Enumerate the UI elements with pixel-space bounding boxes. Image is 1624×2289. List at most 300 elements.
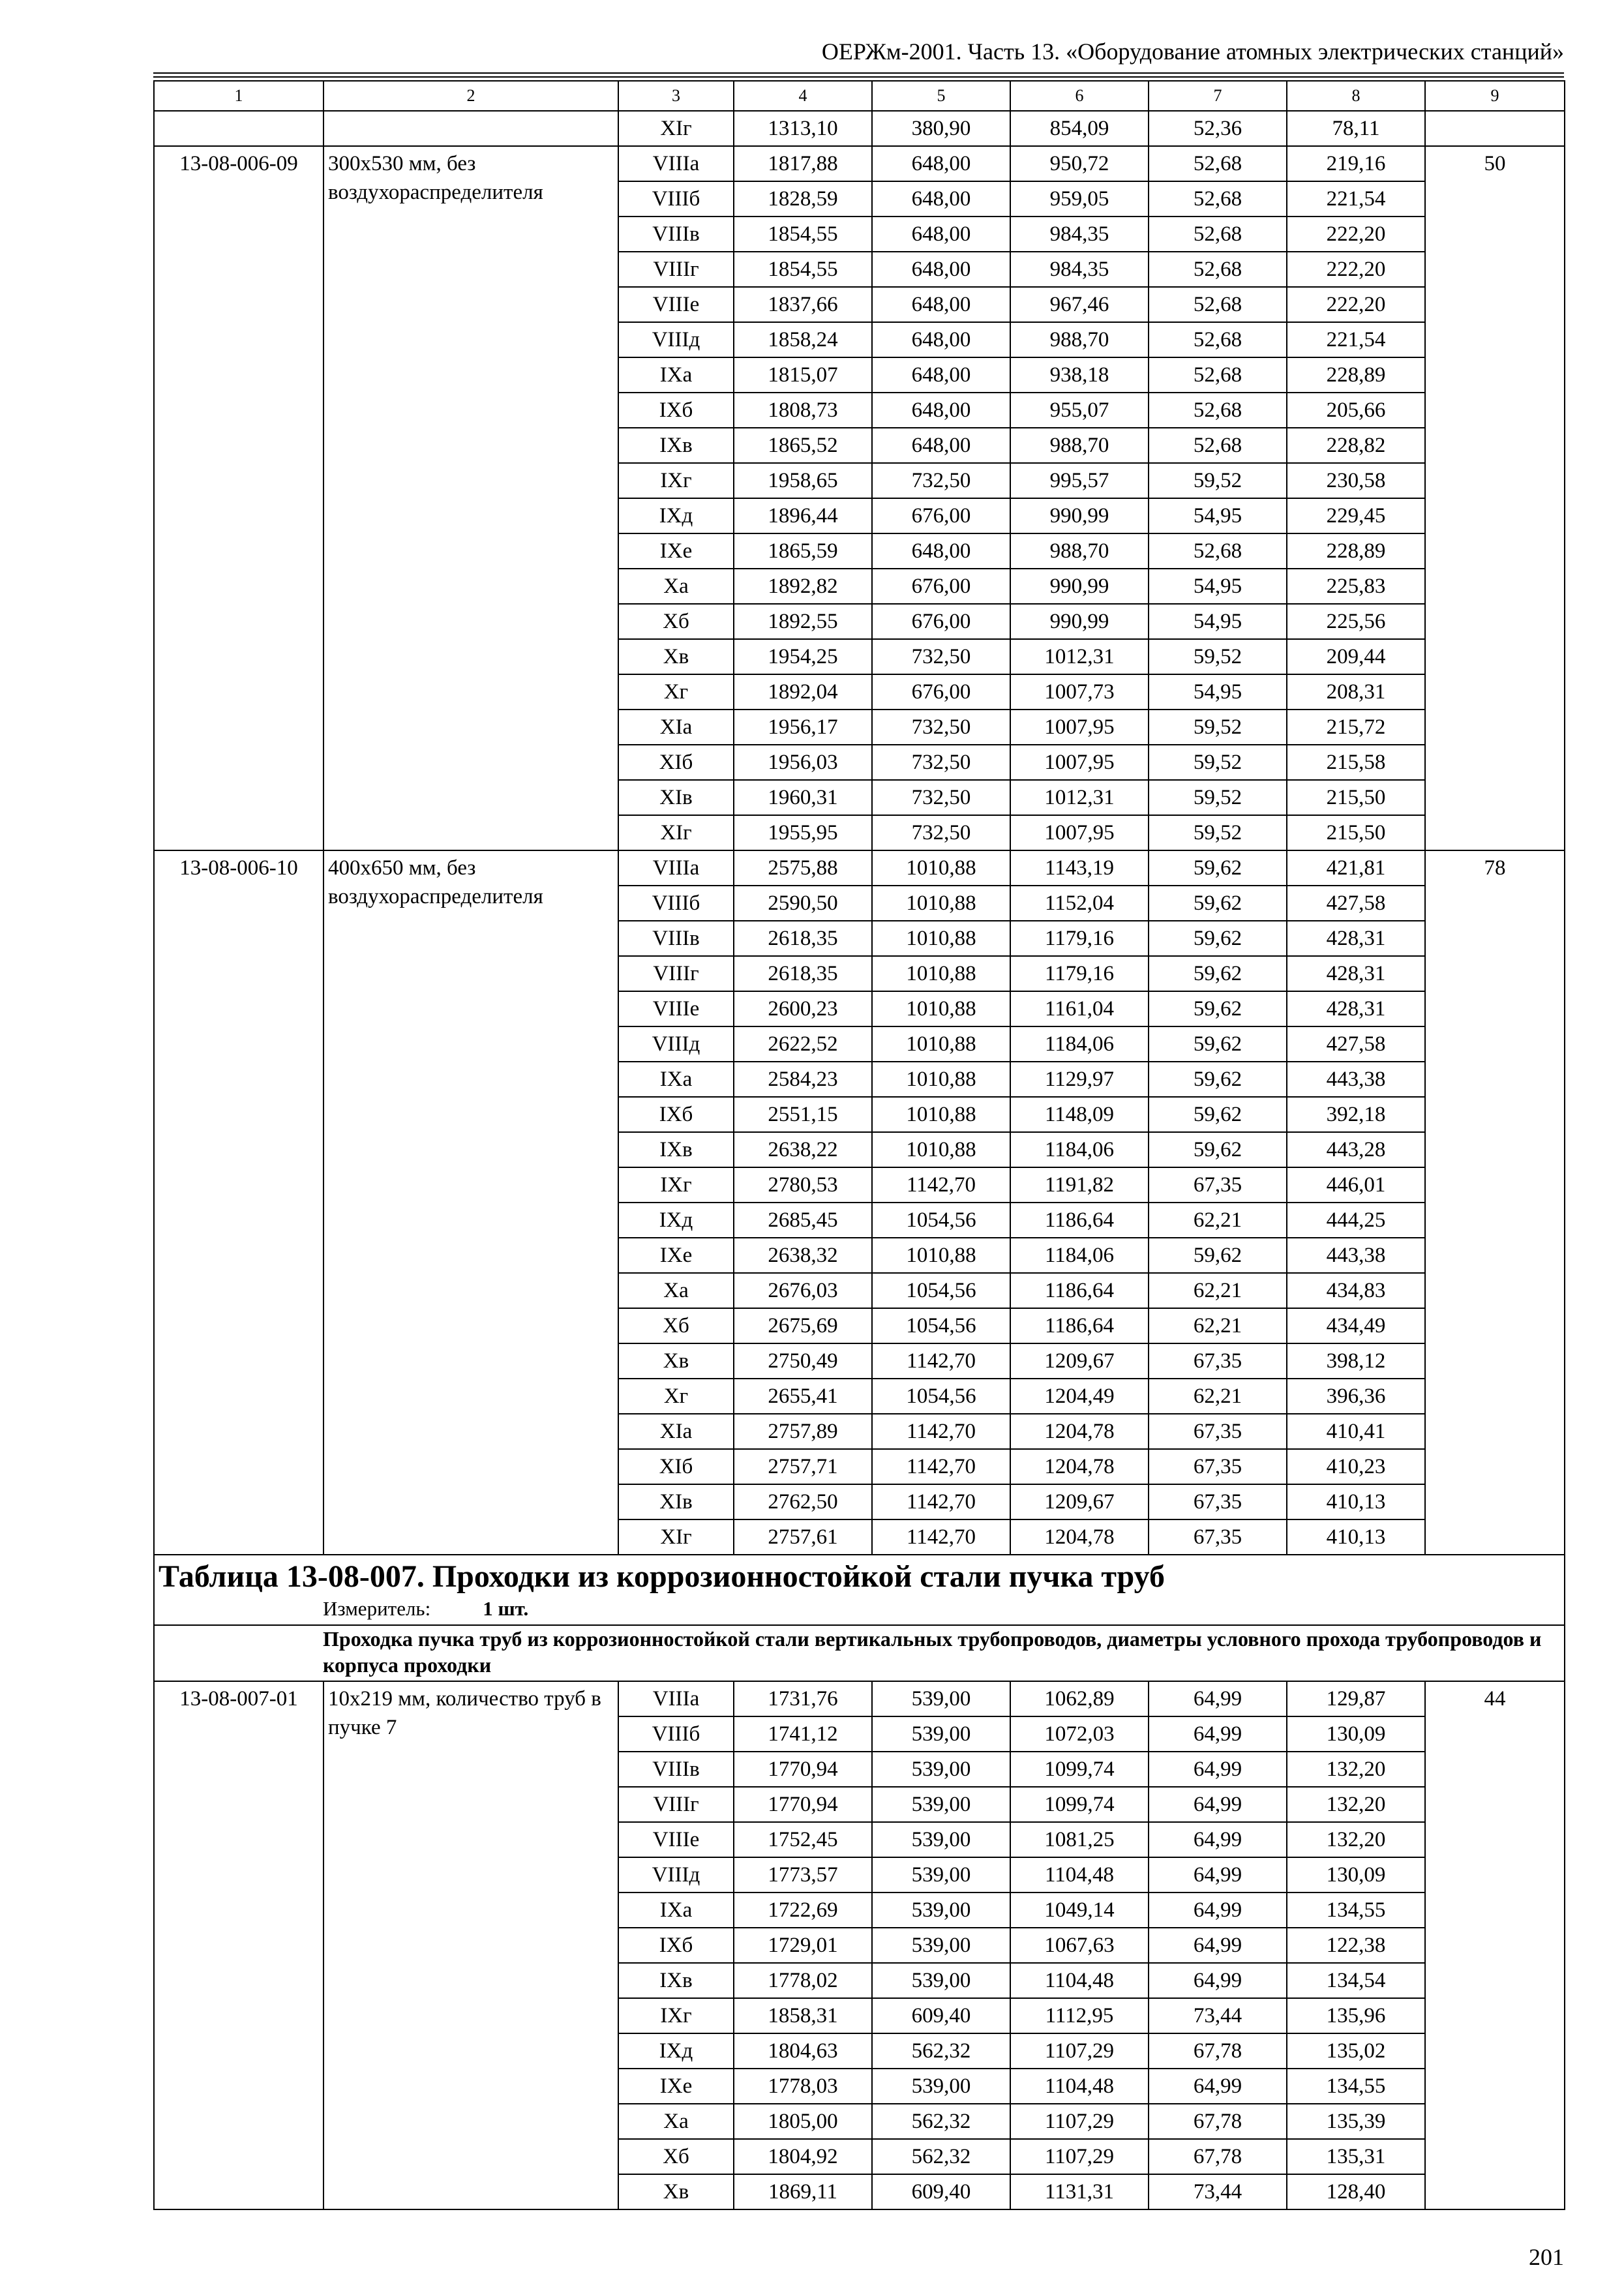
value-cell: 1858,31 xyxy=(734,1998,872,2033)
class-cell: VIIIб xyxy=(618,1716,734,1752)
class-cell: IXе xyxy=(618,1238,734,1273)
value-cell: 67,35 xyxy=(1149,1519,1287,1555)
value-cell: 52,68 xyxy=(1149,181,1287,217)
value-cell: 398,12 xyxy=(1287,1343,1425,1379)
value-cell: 132,20 xyxy=(1287,1787,1425,1822)
value-cell: 984,35 xyxy=(1010,252,1149,287)
class-cell: Xв xyxy=(618,1343,734,1379)
value-cell: 64,99 xyxy=(1149,1893,1287,1928)
value-cell: 64,99 xyxy=(1149,1857,1287,1893)
value-cell: 1186,64 xyxy=(1010,1273,1149,1308)
value-cell: 1062,89 xyxy=(1010,1681,1149,1716)
value-cell: 64,99 xyxy=(1149,1822,1287,1857)
value-cell: 64,99 xyxy=(1149,1787,1287,1822)
value-cell: 1012,31 xyxy=(1010,639,1149,674)
value-cell: 1081,25 xyxy=(1010,1822,1149,1857)
value-cell: 1773,57 xyxy=(734,1857,872,1893)
value-cell: 938,18 xyxy=(1010,357,1149,393)
value-cell: 2757,89 xyxy=(734,1414,872,1449)
value-cell: 1186,64 xyxy=(1010,1203,1149,1238)
value-cell: 73,44 xyxy=(1149,2174,1287,2209)
class-cell: VIIIб xyxy=(618,886,734,921)
value-cell: 1752,45 xyxy=(734,1822,872,1857)
value-cell: 59,62 xyxy=(1149,1238,1287,1273)
value-cell: 1010,88 xyxy=(872,1238,1010,1273)
value-cell: 2638,22 xyxy=(734,1132,872,1167)
value-cell: 539,00 xyxy=(872,1716,1010,1752)
value-cell: 1054,56 xyxy=(872,1273,1010,1308)
value-cell: 1107,29 xyxy=(1010,2104,1149,2139)
value-cell: 1054,56 xyxy=(872,1203,1010,1238)
class-cell: VIIIа xyxy=(618,850,734,886)
value-cell: 1104,48 xyxy=(1010,1857,1149,1893)
value-cell: 59,52 xyxy=(1149,745,1287,780)
value-cell: 2762,50 xyxy=(734,1484,872,1519)
value-cell: 410,13 xyxy=(1287,1519,1425,1555)
value-cell: 410,23 xyxy=(1287,1449,1425,1484)
value-cell: 52,68 xyxy=(1149,287,1287,322)
value-cell: 1107,29 xyxy=(1010,2139,1149,2174)
value-cell: 539,00 xyxy=(872,1681,1010,1716)
value-cell: 64,99 xyxy=(1149,1963,1287,1998)
meter-line xyxy=(158,1596,1560,1622)
class-cell: VIIIе xyxy=(618,287,734,322)
value-cell: 59,62 xyxy=(1149,1132,1287,1167)
value-cell: 732,50 xyxy=(872,745,1010,780)
class-cell: Xг xyxy=(618,674,734,710)
class-cell: VIIIг xyxy=(618,1787,734,1822)
value-cell: 52,68 xyxy=(1149,428,1287,463)
value-cell: 59,62 xyxy=(1149,1062,1287,1097)
value-cell: 1722,69 xyxy=(734,1893,872,1928)
mass-cell: 78 xyxy=(1425,850,1565,1555)
value-cell: 428,31 xyxy=(1287,921,1425,956)
value-cell: 59,62 xyxy=(1149,1026,1287,1062)
value-cell: 539,00 xyxy=(872,1857,1010,1893)
page-number: 201 xyxy=(1529,2244,1564,2270)
class-cell: VIIIд xyxy=(618,1857,734,1893)
header-rule xyxy=(153,72,1564,78)
value-cell: 676,00 xyxy=(872,604,1010,639)
value-cell: 1067,63 xyxy=(1010,1928,1149,1963)
value-cell: 950,72 xyxy=(1010,146,1149,181)
column-number: 4 xyxy=(734,81,872,111)
value-cell: 64,99 xyxy=(1149,1928,1287,1963)
value-cell: 67,35 xyxy=(1149,1449,1287,1484)
value-cell: 62,21 xyxy=(1149,1379,1287,1414)
value-cell: 1892,55 xyxy=(734,604,872,639)
value-cell: 2590,50 xyxy=(734,886,872,921)
class-cell: IXб xyxy=(618,1097,734,1132)
value-cell: 1770,94 xyxy=(734,1752,872,1787)
value-cell: 1808,73 xyxy=(734,393,872,428)
value-cell: 732,50 xyxy=(872,463,1010,498)
value-cell: 2676,03 xyxy=(734,1273,872,1308)
value-cell: 59,52 xyxy=(1149,780,1287,815)
class-cell: VIIIг xyxy=(618,252,734,287)
value-cell: 52,68 xyxy=(1149,146,1287,181)
value-cell: 2600,23 xyxy=(734,991,872,1026)
value-cell: 648,00 xyxy=(872,428,1010,463)
value-cell: 52,68 xyxy=(1149,252,1287,287)
value-cell: 1804,92 xyxy=(734,2139,872,2174)
value-cell: 1805,00 xyxy=(734,2104,872,2139)
value-cell: 1010,88 xyxy=(872,886,1010,921)
value-cell: 1072,03 xyxy=(1010,1716,1149,1752)
value-cell: 1007,95 xyxy=(1010,710,1149,745)
value-cell: 427,58 xyxy=(1287,1026,1425,1062)
value-cell: 1179,16 xyxy=(1010,921,1149,956)
value-cell: 1012,31 xyxy=(1010,780,1149,815)
class-cell: IXа xyxy=(618,1062,734,1097)
value-cell: 209,44 xyxy=(1287,639,1425,674)
class-cell: Xа xyxy=(618,2104,734,2139)
class-cell: XIб xyxy=(618,745,734,780)
value-cell: 648,00 xyxy=(872,287,1010,322)
value-cell: 2675,69 xyxy=(734,1308,872,1343)
rates-table xyxy=(153,80,1565,2210)
value-cell: 134,55 xyxy=(1287,1893,1425,1928)
value-cell: 392,18 xyxy=(1287,1097,1425,1132)
value-cell: 2655,41 xyxy=(734,1379,872,1414)
value-cell: 1741,12 xyxy=(734,1716,872,1752)
value-cell: 648,00 xyxy=(872,357,1010,393)
value-cell: 428,31 xyxy=(1287,956,1425,991)
class-cell: IXб xyxy=(618,1928,734,1963)
value-cell: 221,54 xyxy=(1287,181,1425,217)
class-cell: VIIIд xyxy=(618,1026,734,1062)
value-cell: 988,70 xyxy=(1010,533,1149,569)
value-cell: 1142,70 xyxy=(872,1484,1010,1519)
value-cell: 59,62 xyxy=(1149,886,1287,921)
class-cell: XIг xyxy=(618,1519,734,1555)
value-cell: 1954,25 xyxy=(734,639,872,674)
value-cell: 1729,01 xyxy=(734,1928,872,1963)
value-cell: 2551,15 xyxy=(734,1097,872,1132)
value-cell: 1209,67 xyxy=(1010,1484,1149,1519)
value-cell: 562,32 xyxy=(872,2139,1010,2174)
value-cell: 984,35 xyxy=(1010,217,1149,252)
value-cell: 732,50 xyxy=(872,710,1010,745)
value-cell: 2618,35 xyxy=(734,956,872,991)
value-cell: 135,31 xyxy=(1287,2139,1425,2174)
value-cell: 1142,70 xyxy=(872,1343,1010,1379)
value-cell: 134,55 xyxy=(1287,2069,1425,2104)
value-cell: 1837,66 xyxy=(734,287,872,322)
class-cell: VIIIв xyxy=(618,1752,734,1787)
value-cell: 648,00 xyxy=(872,252,1010,287)
value-cell: 1209,67 xyxy=(1010,1343,1149,1379)
value-cell: 410,41 xyxy=(1287,1414,1425,1449)
column-number: 2 xyxy=(323,81,618,111)
value-cell: 2780,53 xyxy=(734,1167,872,1203)
value-cell: 1112,95 xyxy=(1010,1998,1149,2033)
value-cell: 67,35 xyxy=(1149,1484,1287,1519)
value-cell: 228,82 xyxy=(1287,428,1425,463)
value-cell: 54,95 xyxy=(1149,674,1287,710)
value-cell: 128,40 xyxy=(1287,2174,1425,2209)
value-cell: 67,78 xyxy=(1149,2139,1287,2174)
class-cell: Xб xyxy=(618,2139,734,2174)
value-cell: 59,52 xyxy=(1149,463,1287,498)
value-cell: 1184,06 xyxy=(1010,1132,1149,1167)
value-cell: 967,46 xyxy=(1010,287,1149,322)
value-cell: 1956,17 xyxy=(734,710,872,745)
mass-cell xyxy=(1425,111,1565,146)
value-cell: 434,83 xyxy=(1287,1273,1425,1308)
class-cell: IXе xyxy=(618,533,734,569)
value-cell: 122,38 xyxy=(1287,1928,1425,1963)
value-cell: 539,00 xyxy=(872,1752,1010,1787)
value-cell: 2575,88 xyxy=(734,850,872,886)
class-cell: VIIIв xyxy=(618,921,734,956)
section-description: Проходка пучка труб из коррозионностойкой стали вертикальных трубопроводов, диаметры условного прохода трубопроводов и корпуса проходки xyxy=(154,1625,1565,1681)
value-cell: 732,50 xyxy=(872,780,1010,815)
class-cell: IXа xyxy=(618,357,734,393)
value-cell: 539,00 xyxy=(872,1893,1010,1928)
value-cell: 648,00 xyxy=(872,322,1010,357)
column-number: 6 xyxy=(1010,81,1149,111)
value-cell: 648,00 xyxy=(872,146,1010,181)
value-cell: 990,99 xyxy=(1010,498,1149,533)
value-cell: 995,57 xyxy=(1010,463,1149,498)
value-cell: 1142,70 xyxy=(872,1167,1010,1203)
class-cell: XIг xyxy=(618,815,734,850)
class-cell: XIг xyxy=(618,111,734,146)
value-cell: 1142,70 xyxy=(872,1519,1010,1555)
value-cell: 428,31 xyxy=(1287,991,1425,1026)
value-cell: 59,52 xyxy=(1149,815,1287,850)
value-cell: 67,78 xyxy=(1149,2033,1287,2069)
class-cell: XIб xyxy=(618,1449,734,1484)
value-cell: 446,01 xyxy=(1287,1167,1425,1203)
value-cell: 539,00 xyxy=(872,1822,1010,1857)
class-cell: Xв xyxy=(618,639,734,674)
value-cell: 1142,70 xyxy=(872,1414,1010,1449)
code-cell: 13-08-006-10 xyxy=(154,850,323,1555)
value-cell: 434,49 xyxy=(1287,1308,1425,1343)
class-cell: IXд xyxy=(618,498,734,533)
code-cell: 13-08-006-09 xyxy=(154,146,323,850)
class-cell: IXг xyxy=(618,1167,734,1203)
value-cell: 1960,31 xyxy=(734,780,872,815)
value-cell: 219,16 xyxy=(1287,146,1425,181)
value-cell: 1148,09 xyxy=(1010,1097,1149,1132)
value-cell: 1007,95 xyxy=(1010,745,1149,780)
value-cell: 52,68 xyxy=(1149,357,1287,393)
value-cell: 135,39 xyxy=(1287,2104,1425,2139)
class-cell: Xа xyxy=(618,1273,734,1308)
value-cell: 215,58 xyxy=(1287,745,1425,780)
value-cell: 1104,48 xyxy=(1010,1963,1149,1998)
rates-table-body xyxy=(154,81,1565,2209)
value-cell: 1869,11 xyxy=(734,2174,872,2209)
value-cell: 676,00 xyxy=(872,498,1010,533)
value-cell: 539,00 xyxy=(872,2069,1010,2104)
table-row xyxy=(154,111,1565,146)
value-cell: 132,20 xyxy=(1287,1752,1425,1787)
value-cell: 54,95 xyxy=(1149,569,1287,604)
value-cell: 1010,88 xyxy=(872,850,1010,886)
value-cell: 225,83 xyxy=(1287,569,1425,604)
class-cell: Xб xyxy=(618,1308,734,1343)
value-cell: 539,00 xyxy=(872,1787,1010,1822)
class-cell: VIIIе xyxy=(618,1822,734,1857)
value-cell: 1104,48 xyxy=(1010,2069,1149,2104)
value-cell: 1955,95 xyxy=(734,815,872,850)
value-cell: 215,50 xyxy=(1287,815,1425,850)
value-cell: 648,00 xyxy=(872,217,1010,252)
class-cell: VIIIв xyxy=(618,217,734,252)
value-cell: 1778,03 xyxy=(734,2069,872,2104)
table-row xyxy=(154,146,1565,181)
value-cell: 1007,73 xyxy=(1010,674,1149,710)
value-cell: 59,52 xyxy=(1149,639,1287,674)
value-cell: 732,50 xyxy=(872,639,1010,674)
value-cell: 676,00 xyxy=(872,569,1010,604)
value-cell: 208,31 xyxy=(1287,674,1425,710)
value-cell: 225,56 xyxy=(1287,604,1425,639)
value-cell: 380,90 xyxy=(872,111,1010,146)
value-cell: 1010,88 xyxy=(872,956,1010,991)
value-cell: 1896,44 xyxy=(734,498,872,533)
value-cell: 1161,04 xyxy=(1010,991,1149,1026)
value-cell: 988,70 xyxy=(1010,322,1149,357)
class-cell: IXе xyxy=(618,2069,734,2104)
class-cell: XIа xyxy=(618,1414,734,1449)
value-cell: 1804,63 xyxy=(734,2033,872,2069)
code-cell: 13-08-007-01 xyxy=(154,1681,323,2209)
value-cell: 1956,03 xyxy=(734,745,872,780)
description-cell: 400x650 мм, без воздухораспределителя xyxy=(323,850,618,1555)
column-number: 1 xyxy=(154,81,323,111)
value-cell: 228,89 xyxy=(1287,533,1425,569)
value-cell: 67,35 xyxy=(1149,1414,1287,1449)
column-number: 7 xyxy=(1149,81,1287,111)
value-cell: 1010,88 xyxy=(872,1097,1010,1132)
value-cell: 421,81 xyxy=(1287,850,1425,886)
value-cell: 215,72 xyxy=(1287,710,1425,745)
class-cell: IXб xyxy=(618,393,734,428)
value-cell: 1010,88 xyxy=(872,921,1010,956)
value-cell: 59,62 xyxy=(1149,991,1287,1026)
value-cell: 135,96 xyxy=(1287,1998,1425,2033)
value-cell: 52,36 xyxy=(1149,111,1287,146)
value-cell: 1204,49 xyxy=(1010,1379,1149,1414)
value-cell: 62,21 xyxy=(1149,1308,1287,1343)
value-cell: 539,00 xyxy=(872,1928,1010,1963)
value-cell: 1142,70 xyxy=(872,1449,1010,1484)
value-cell: 222,20 xyxy=(1287,252,1425,287)
value-cell: 410,13 xyxy=(1287,1484,1425,1519)
value-cell: 732,50 xyxy=(872,815,1010,850)
class-cell: Xа xyxy=(618,569,734,604)
value-cell: 2622,52 xyxy=(734,1026,872,1062)
description-cell: 10x219 мм, количество труб в пучке 7 xyxy=(323,1681,618,2209)
value-cell: 73,44 xyxy=(1149,1998,1287,2033)
mass-cell: 44 xyxy=(1425,1681,1565,2209)
value-cell: 130,09 xyxy=(1287,1716,1425,1752)
value-cell: 1010,88 xyxy=(872,1132,1010,1167)
class-cell: VIIIа xyxy=(618,146,734,181)
value-cell: 135,02 xyxy=(1287,2033,1425,2069)
value-cell: 221,54 xyxy=(1287,322,1425,357)
table-title: Таблица 13-08-007. Проходки из коррозионностойкой стали пучка труб xyxy=(158,1559,1165,1594)
value-cell: 1152,04 xyxy=(1010,886,1149,921)
value-cell: 443,38 xyxy=(1287,1062,1425,1097)
column-number: 5 xyxy=(872,81,1010,111)
class-cell: Xг xyxy=(618,1379,734,1414)
meter-value: 1 шт. xyxy=(483,1597,529,1620)
value-cell: 539,00 xyxy=(872,1963,1010,1998)
value-cell: 215,50 xyxy=(1287,780,1425,815)
value-cell: 67,35 xyxy=(1149,1343,1287,1379)
value-cell: 1131,31 xyxy=(1010,2174,1149,2209)
value-cell: 1099,74 xyxy=(1010,1752,1149,1787)
value-cell: 1204,78 xyxy=(1010,1449,1149,1484)
value-cell: 1865,59 xyxy=(734,533,872,569)
description-cell: 300x530 мм, без воздухораспределителя xyxy=(323,146,618,850)
column-number: 9 xyxy=(1425,81,1565,111)
value-cell: 1854,55 xyxy=(734,217,872,252)
value-cell: 62,21 xyxy=(1149,1273,1287,1308)
class-cell: XIв xyxy=(618,1484,734,1519)
value-cell: 52,68 xyxy=(1149,322,1287,357)
table-row xyxy=(154,1681,1565,1716)
value-cell: 1313,10 xyxy=(734,111,872,146)
value-cell: 1107,29 xyxy=(1010,2033,1149,2069)
value-cell: 990,99 xyxy=(1010,604,1149,639)
value-cell: 443,38 xyxy=(1287,1238,1425,1273)
class-cell: VIIIе xyxy=(618,991,734,1026)
value-cell: 1204,78 xyxy=(1010,1519,1149,1555)
value-cell: 1184,06 xyxy=(1010,1238,1149,1273)
value-cell: 1129,97 xyxy=(1010,1062,1149,1097)
value-cell: 54,95 xyxy=(1149,498,1287,533)
mass-cell: 50 xyxy=(1425,146,1565,850)
value-cell: 648,00 xyxy=(872,533,1010,569)
value-cell: 990,99 xyxy=(1010,569,1149,604)
value-cell: 2757,71 xyxy=(734,1449,872,1484)
value-cell: 54,95 xyxy=(1149,604,1287,639)
value-cell: 1191,82 xyxy=(1010,1167,1149,1203)
class-cell: IXа xyxy=(618,1893,734,1928)
value-cell: 609,40 xyxy=(872,2174,1010,2209)
value-cell: 648,00 xyxy=(872,393,1010,428)
value-cell: 1892,04 xyxy=(734,674,872,710)
value-cell: 854,09 xyxy=(1010,111,1149,146)
class-cell: IXв xyxy=(618,1963,734,1998)
class-cell: IXд xyxy=(618,2033,734,2069)
value-cell: 1778,02 xyxy=(734,1963,872,1998)
value-cell: 228,89 xyxy=(1287,357,1425,393)
value-cell: 1858,24 xyxy=(734,322,872,357)
value-cell: 1854,55 xyxy=(734,252,872,287)
value-cell: 78,11 xyxy=(1287,111,1425,146)
value-cell: 2618,35 xyxy=(734,921,872,956)
value-cell: 1958,65 xyxy=(734,463,872,498)
class-cell: VIIIг xyxy=(618,956,734,991)
value-cell: 2584,23 xyxy=(734,1062,872,1097)
value-cell: 59,62 xyxy=(1149,850,1287,886)
value-cell: 2638,32 xyxy=(734,1238,872,1273)
value-cell: 64,99 xyxy=(1149,1681,1287,1716)
value-cell: 1184,06 xyxy=(1010,1026,1149,1062)
class-cell: VIIIд xyxy=(618,322,734,357)
value-cell: 59,62 xyxy=(1149,1097,1287,1132)
value-cell: 132,20 xyxy=(1287,1822,1425,1857)
value-cell: 1770,94 xyxy=(734,1787,872,1822)
